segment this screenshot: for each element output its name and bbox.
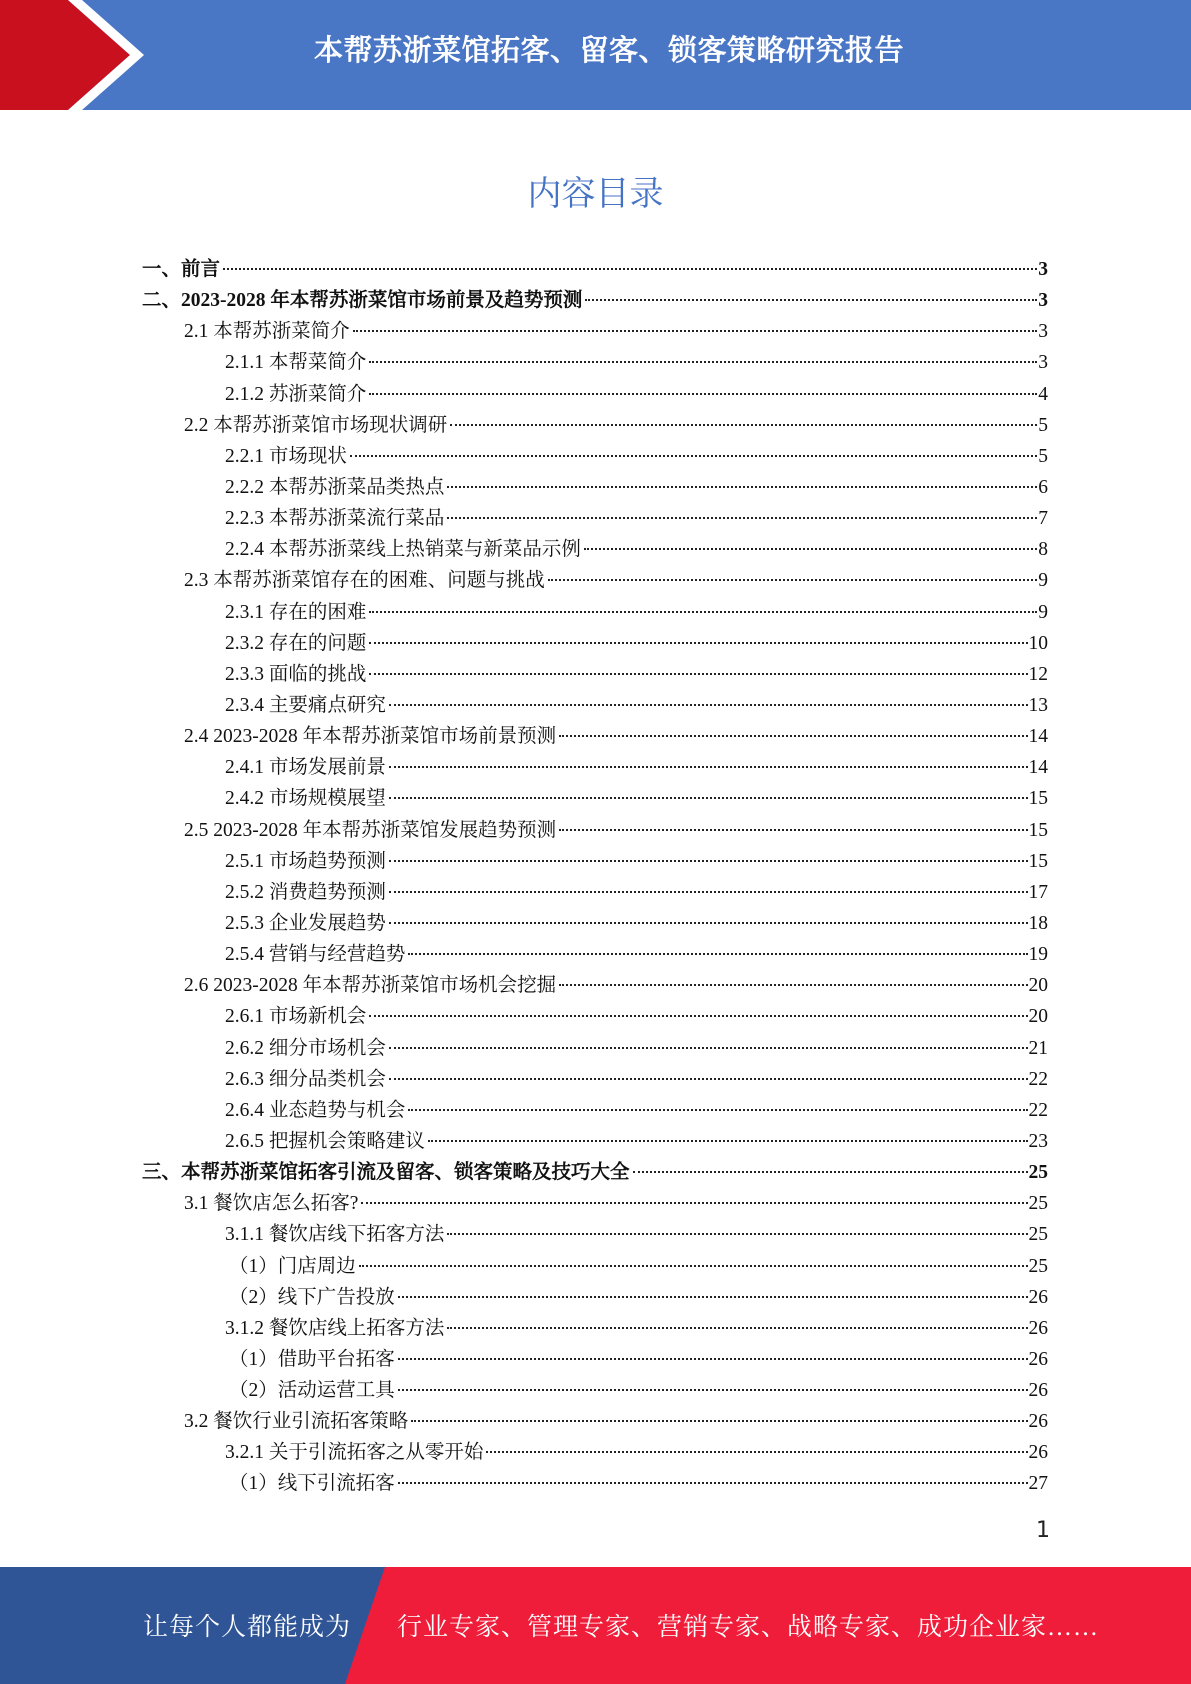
toc-entry-page: 6 [1038, 476, 1048, 498]
toc-entry-title: 2.1.2 苏浙菜简介 [225, 383, 367, 405]
toc-entry[interactable] [184, 721, 1048, 752]
dot-leader [408, 1109, 1027, 1111]
toc-entry-page: 4 [1038, 383, 1048, 405]
toc-entry[interactable] [229, 1282, 1048, 1313]
toc-entry-page: 8 [1038, 539, 1048, 561]
toc-entry-page: 5 [1038, 414, 1048, 436]
toc-entry-page: 7 [1038, 508, 1048, 530]
toc-entry[interactable] [225, 690, 1048, 721]
dot-leader [350, 455, 1037, 457]
toc-entry-title: 2.6 2023-2028 年本帮苏浙菜馆市场机会挖掘 [184, 975, 557, 997]
toc-entry-title: 2.2.3 本帮苏浙菜流行菜品 [225, 508, 445, 530]
toc-entry-title: 2.3.1 存在的困难 [225, 601, 367, 623]
toc-entry-title: 2.6.1 市场新机会 [225, 1006, 367, 1028]
toc-entry-page: 3 [1038, 352, 1048, 374]
dot-leader [486, 1451, 1027, 1453]
dot-leader [369, 673, 1027, 675]
dot-leader [633, 1171, 1028, 1173]
toc-entry-page: 21 [1028, 1037, 1048, 1059]
dot-leader [428, 1140, 1028, 1142]
report-title: 本帮苏浙菜馆拓客、留客、锁客策略研究报告 [313, 33, 904, 67]
dot-leader [548, 579, 1037, 581]
toc-entry[interactable] [225, 846, 1048, 877]
toc-entry[interactable] [225, 1126, 1048, 1157]
toc-entry[interactable] [225, 752, 1048, 783]
toc-entry-title: 2.3.3 面临的挑战 [225, 663, 367, 685]
toc-entry-title: 一、前言 [142, 259, 221, 280]
dot-leader [584, 548, 1037, 550]
toc-entry[interactable] [225, 783, 1048, 814]
dot-leader [389, 704, 1028, 706]
dot-leader [398, 1482, 1028, 1484]
dot-leader [389, 797, 1028, 799]
toc-entry[interactable] [184, 1406, 1048, 1437]
toc-entry-page: 25 [1028, 1224, 1048, 1246]
toc-entry[interactable] [225, 1219, 1048, 1250]
toc-entry-page: 25 [1028, 1193, 1048, 1215]
toc-entry[interactable] [229, 1251, 1048, 1282]
toc-entry-title: 2.6.4 业态趋势与机会 [225, 1099, 406, 1121]
toc-entry-page: 25 [1028, 1162, 1048, 1184]
toc-entry-title: 3.2.1 关于引流拓客之从零开始 [225, 1442, 484, 1464]
toc-entry-title: 2.2 本帮苏浙菜馆市场现状调研 [184, 414, 448, 436]
toc-entry[interactable] [184, 316, 1048, 347]
toc-entry-page: 9 [1038, 570, 1048, 592]
dot-leader [353, 330, 1037, 332]
toc-entry-page: 5 [1038, 445, 1048, 467]
dot-leader [559, 829, 1027, 831]
toc-entry-title: 二、2023-2028 年本帮苏浙菜馆市场前景及趋势预测 [142, 290, 583, 312]
dot-leader [559, 735, 1027, 737]
dot-leader [447, 486, 1037, 488]
toc-entry-title: 2.6.3 细分品类机会 [225, 1068, 386, 1090]
dot-leader [447, 1327, 1027, 1329]
toc-entry[interactable] [225, 534, 1048, 565]
toc-entry[interactable] [225, 1033, 1048, 1064]
toc-entry-page: 23 [1028, 1130, 1048, 1152]
toc-entry[interactable] [184, 410, 1048, 441]
toc-entry[interactable] [225, 347, 1048, 378]
toc-entry[interactable] [142, 254, 1048, 285]
toc-entry[interactable] [229, 1468, 1048, 1499]
toc-entry-title: 2.2.2 本帮苏浙菜品类热点 [225, 476, 445, 498]
dot-leader [447, 1233, 1027, 1235]
toc-entry[interactable] [225, 597, 1048, 628]
dot-leader [447, 517, 1037, 519]
toc-entry-title: 3.2 餐饮行业引流拓客策略 [184, 1411, 409, 1433]
dot-leader [408, 953, 1027, 955]
toc-entry[interactable] [184, 970, 1048, 1001]
toc-entry-page: 19 [1028, 944, 1048, 966]
toc-entry-page: 3 [1038, 290, 1048, 312]
toc-entry-title: （2）线下广告投放 [229, 1286, 395, 1308]
dot-leader [369, 1015, 1027, 1017]
dot-leader [369, 642, 1027, 644]
page-header [0, 0, 1191, 110]
toc-entry-page: 12 [1028, 663, 1048, 685]
toc-entry-title: （1）借助平台拓客 [229, 1348, 395, 1370]
dot-leader [389, 766, 1028, 768]
toc-entry-page: 25 [1028, 1255, 1048, 1277]
toc-entry[interactable] [225, 379, 1048, 410]
toc-entry-title: 2.2.4 本帮苏浙菜线上热销菜与新菜品示例 [225, 539, 581, 561]
toc-entry-page: 26 [1028, 1286, 1048, 1308]
toc-entry-page: 10 [1028, 632, 1048, 654]
toc-entry-title: （1）线下引流拓客 [229, 1473, 395, 1495]
toc-entry[interactable] [142, 1157, 1048, 1188]
toc-entry-title: 2.3.4 主要痛点研究 [225, 694, 386, 716]
toc-entry-page: 14 [1028, 757, 1048, 779]
toc-entry-page: 26 [1028, 1348, 1048, 1370]
toc-entry-title: 2.4 2023-2028 年本帮苏浙菜馆市场前景预测 [184, 726, 557, 748]
dot-leader [369, 393, 1037, 395]
toc-entry-page: 18 [1028, 912, 1048, 934]
toc-entry-title: 2.1.1 本帮菜简介 [225, 352, 367, 374]
dot-leader [223, 268, 1037, 270]
dot-leader [389, 1078, 1028, 1080]
toc-entry-title: 2.3 本帮苏浙菜馆存在的困难、问题与挑战 [184, 570, 545, 592]
toc-entry[interactable] [225, 472, 1048, 503]
toc-entry-page: 26 [1028, 1380, 1048, 1402]
toc-entry-page: 17 [1028, 881, 1048, 903]
toc-entry-title: 2.4.2 市场规模展望 [225, 788, 386, 810]
toc-entry-title: 2.2.1 市场现状 [225, 445, 347, 467]
toc-entry-page: 27 [1028, 1473, 1048, 1495]
toc-entry-page: 9 [1038, 601, 1048, 623]
dot-leader [389, 891, 1028, 893]
toc-entry[interactable] [225, 939, 1048, 970]
footer-roles: 行业专家、管理专家、营销专家、战略专家、成功企业家…… [397, 1614, 1100, 1641]
toc-entry-title: 2.5.2 消费趋势预测 [225, 881, 386, 903]
table-of-contents [0, 254, 1191, 1500]
toc-entry[interactable] [142, 285, 1048, 316]
toc-entry-page: 15 [1028, 850, 1048, 872]
toc-entry-title: 3.1.2 餐饮店线上拓客方法 [225, 1317, 445, 1339]
toc-entry-title: 2.5.3 企业发展趋势 [225, 912, 386, 934]
toc-entry-title: 2.6.2 细分市场机会 [225, 1037, 386, 1059]
dot-leader [411, 1420, 1027, 1422]
toc-entry[interactable] [225, 503, 1048, 534]
toc-entry[interactable] [225, 1001, 1048, 1032]
dot-leader [450, 424, 1037, 426]
toc-entry-page: 22 [1028, 1099, 1048, 1121]
dot-leader [585, 299, 1037, 301]
toc-entry-page: 14 [1028, 726, 1048, 748]
toc-entry-page: 15 [1028, 819, 1048, 841]
toc-entry-title: 3.1.1 餐饮店线下拓客方法 [225, 1224, 445, 1246]
page-footer [0, 1567, 1191, 1684]
dot-leader [389, 860, 1028, 862]
toc-entry-title: 2.3.2 存在的问题 [225, 632, 367, 654]
toc-heading: 内容目录 [527, 174, 664, 214]
dot-leader [559, 984, 1027, 986]
footer-slogan: 让每个人都能成为 [143, 1614, 352, 1641]
toc-entry[interactable] [225, 441, 1048, 472]
toc-entry[interactable] [225, 1437, 1048, 1468]
toc-entry[interactable] [225, 1064, 1048, 1095]
toc-entry-page: 22 [1028, 1068, 1048, 1090]
toc-entry-page: 20 [1028, 1006, 1048, 1028]
toc-entry-title: 2.1 本帮苏浙菜简介 [184, 321, 350, 343]
toc-entry-title: 三、本帮苏浙菜馆拓客引流及留客、锁客策略及技巧大全 [142, 1162, 630, 1184]
toc-entry[interactable] [184, 815, 1048, 846]
dot-leader [389, 1047, 1028, 1049]
toc-entry-title: 2.4.1 市场发展前景 [225, 757, 386, 779]
dot-leader [369, 611, 1037, 613]
toc-entry[interactable] [225, 1095, 1048, 1126]
dot-leader [398, 1358, 1028, 1360]
toc-entry[interactable] [225, 659, 1048, 690]
toc-entry-title: 2.5.1 市场趋势预测 [225, 850, 386, 872]
dot-leader [361, 1202, 1027, 1204]
toc-entry-page: 13 [1028, 694, 1048, 716]
dot-leader [398, 1296, 1028, 1298]
dot-leader [389, 922, 1028, 924]
toc-entry[interactable] [229, 1344, 1048, 1375]
toc-entry[interactable] [229, 1375, 1048, 1406]
toc-entry[interactable] [225, 1313, 1048, 1344]
toc-entry-title: 2.5 2023-2028 年本帮苏浙菜馆发展趋势预测 [184, 819, 557, 841]
dot-leader [359, 1265, 1028, 1267]
page-number: 1 [1036, 1518, 1050, 1543]
toc-entry[interactable] [225, 877, 1048, 908]
dot-leader [369, 361, 1037, 363]
dot-leader [398, 1389, 1028, 1391]
toc-entry-page: 26 [1028, 1317, 1048, 1339]
toc-entry-page: 20 [1028, 975, 1048, 997]
toc-entry[interactable] [184, 1188, 1048, 1219]
toc-entry-title: 3.1 餐饮店怎么拓客? [184, 1193, 359, 1215]
toc-entry-title: 2.5.4 营销与经营趋势 [225, 944, 406, 966]
toc-entry[interactable] [225, 908, 1048, 939]
toc-entry[interactable] [184, 565, 1048, 596]
toc-entry-page: 3 [1038, 321, 1048, 343]
toc-entry-title: 2.6.5 把握机会策略建议 [225, 1130, 425, 1152]
toc-entry[interactable] [225, 628, 1048, 659]
toc-entry-page: 26 [1028, 1442, 1048, 1464]
toc-entry-title: （1）门店周边 [229, 1255, 356, 1277]
toc-entry-title: （2）活动运营工具 [229, 1380, 395, 1402]
toc-entry-page: 15 [1028, 788, 1048, 810]
toc-entry-page: 26 [1028, 1411, 1048, 1433]
toc-entry-page: 3 [1038, 259, 1048, 280]
